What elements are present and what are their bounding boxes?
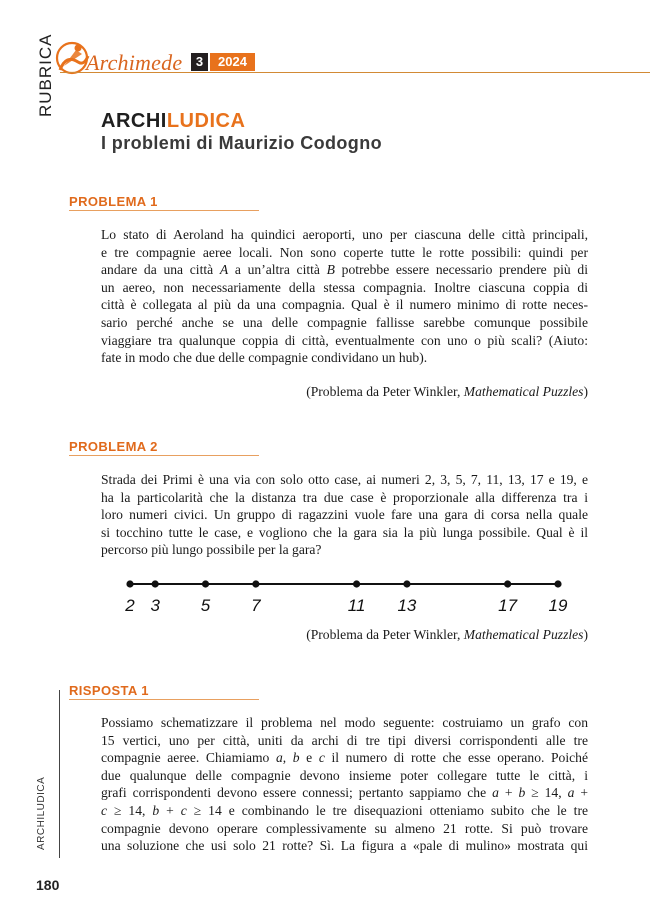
problema-1-heading: PROBLEMA 1 [69,194,158,209]
text-line: grafi corrispondenti devono essere connessi; pertanto sappiamo che a + b ≥ 14, a + [101,785,588,801]
magazine-title: Archimede [86,50,183,75]
credit-suffix: ) [583,627,588,642]
problema-2-heading: PROBLEMA 2 [69,439,158,454]
text-line: città è collegata al più da una compagnia. Qual è il numero minimo di rotte neces- [101,297,588,313]
margin-rule [59,690,60,858]
house-dot-2 [126,580,133,587]
house-label-19: 19 [548,596,568,615]
rubrica-label: RUBRICA [36,33,55,117]
text-line: viaggiare tra qualunque coppia di città, eventualmente con uno o più scali? (Aiuto: [101,332,588,348]
title-part-archi: ARCHI [101,110,167,132]
risposta-1-text [101,714,588,855]
credit-suffix: ) [583,384,588,399]
text-line: e tre compagnie aeree locali. Non sono coperte tutte le rotte possibili: quindi per [101,244,588,260]
credit-prefix: (Problema da Peter Winkler, [306,627,464,642]
text-line: compagnie aeree. Chiamiamo a, b e c il numero di rotte che esse operano. Poiché [101,750,588,766]
house-label-5: 5 [200,596,211,615]
house-number-line [110,572,580,620]
house-label-7: 7 [251,596,261,615]
problema-2-text [101,471,588,559]
text-line: Strada dei Primi è una via con solo otto case, ai numeri 2, 3, 5, 7, 11, 13, 17 e 19, e [101,472,588,487]
text-line: Possiamo schematizzare il problema nel modo seguente: costruiamo un grafo con [101,715,588,730]
issue-year-badge: 2024 [210,53,255,71]
text-line: un aereo, non necessariamente della stessa compagnia. Inoltre ciascuna coppia di [101,279,588,295]
text-line: Lo stato di Aeroland ha quindici aeroporti, uno per ciascuna delle città principali, [101,227,588,242]
house-label-11: 11 [347,596,366,615]
credit-prefix: (Problema da Peter Winkler, [306,384,464,399]
house-dot-7 [252,580,259,587]
page-number: 180 [36,877,60,893]
house-dot-13 [403,580,410,587]
text-line: 15 vertici, uno per città, uniti da archi di tre tipi diversi corrispondenti alle tre [101,732,588,748]
text-line: loro numeri civici. Un gruppo di ragazzini vuole fare una gara di corsa nella quale [101,507,588,523]
risposta-1-rule [69,699,259,700]
text-line: ha la particolarità che la distanza tra due case è proporzionale alla differenza tra i [101,489,588,505]
problema-1-credit [306,384,588,400]
problema-1-rule [69,210,259,211]
problema-2-rule [69,455,259,456]
text-line: due qualunque delle compagnie devono insieme poter collegare tutte le città, i [101,767,588,783]
text-line: compagnie devono operare complessivamente su almeno 21 rotte. Si può trovare [101,820,588,836]
text-line: percorso più lungo possibile per la gara? [101,542,322,558]
text-line: una soluzione che usi solo 21 rotte? Sì. La figura a «pale di mulino» mostrata qui [101,838,588,854]
house-label-3: 3 [150,596,160,615]
text-line: andare da una città A a un’altra città B potrebbe essere necessario prendere più di [101,262,589,278]
house-dot-17 [504,580,511,587]
problema-1-text [101,226,588,367]
problema-2-credit [306,627,588,643]
credit-book-title: Mathematical Puzzles [463,627,584,642]
credit-book-title: Mathematical Puzzles [463,384,584,399]
page-subtitle: I problemi di Maurizio Codogno [101,133,382,153]
text-line: c ≥ 14, b + c ≥ 14 e combinando le tre disequazioni otteniamo subito che le tre [101,802,588,818]
house-label-13: 13 [397,596,417,615]
issue-number-badge: 3 [191,53,208,71]
house-label-2: 2 [125,596,135,615]
text-line: si tocchino tutte le case, e vogliono che la gara sia la più lunga possibile. Qual è il [101,524,588,540]
house-dot-3 [152,580,159,587]
house-dot-19 [554,580,561,587]
page-title [101,110,245,133]
text-line: sario perché anche se una delle compagnie fallisse sarebbe comunque possibile [101,314,588,330]
house-dot-5 [202,580,209,587]
text-line: fate in modo che due delle compagnie condividano un hub). [101,350,428,366]
house-dot-11 [353,580,360,587]
section-side-label: ARCHILUDICA [36,776,47,850]
title-part-ludica: LUDICA [166,110,246,132]
risposta-1-heading: RISPOSTA 1 [69,683,149,698]
house-label-17: 17 [498,596,518,615]
